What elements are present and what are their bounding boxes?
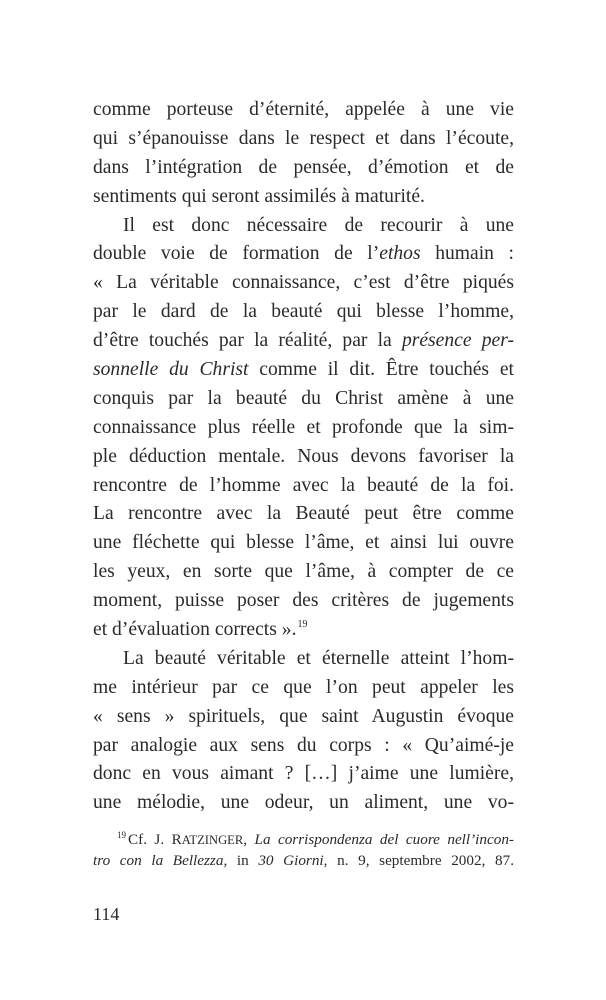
text-line: les yeux, en sorte que l’âme, à compter de ce	[93, 561, 514, 583]
text-segment: ,	[243, 831, 255, 848]
text-segment: comme il dit. Être touchés et	[248, 359, 514, 381]
text-line: moment, puisse poser des critères de jugements	[93, 590, 514, 612]
text-line: par analogie aux sens du corps : « Qu’aimé-je	[93, 734, 514, 756]
footnote-line	[93, 850, 514, 871]
text-line: une fléchette qui blesse l’âme, et ainsi lui ouvre	[93, 532, 514, 554]
text-line: donc en vous aimant ? […] j’aime une lumière,	[93, 763, 514, 785]
footnote-reference[interactable]: 19	[297, 619, 308, 631]
author-name: ATZINGER	[181, 833, 244, 847]
italic-journal: 30 Giorni	[258, 852, 324, 869]
text-line: une mélodie, une odeur, un aliment, une vo-	[93, 792, 514, 814]
text-line: ple déduction mentale. Nous devons favoriser la	[93, 445, 514, 467]
page-number: 114	[93, 904, 120, 924]
text-line	[93, 616, 514, 645]
text-line: Il est donc nécessaire de recourir à une	[123, 214, 514, 236]
text-line: sentiments qui seront assimilés à maturité.	[93, 185, 425, 207]
text-segment: humain :	[420, 243, 515, 265]
author-initial: R	[171, 831, 182, 848]
text-segment: , in	[223, 852, 259, 869]
text-line: « La véritable connaissance, c’est d’être piqués	[93, 272, 514, 294]
text-segment: Cf. J.	[128, 831, 172, 848]
text-line: La rencontre avec la Beauté peut être comme	[93, 503, 514, 525]
text-line: « sens » spirituels, que saint Augustin évoque	[93, 705, 514, 727]
text-line	[93, 240, 514, 269]
text-segment: double voie de formation de l’	[93, 243, 380, 265]
italic-title: tro con la Bellezza	[93, 852, 224, 869]
italic-term: ethos	[379, 243, 421, 265]
body-text	[93, 96, 514, 818]
footnote-number: 19	[117, 830, 126, 840]
text-line: rencontre de l’homme avec la beauté de la foi.	[93, 474, 514, 496]
text-segment: , n. 9, septembre 2002, 87.	[323, 852, 514, 869]
italic-title: La corrispondenza del cuore nell’incon-	[254, 831, 514, 848]
footnote-line	[93, 829, 514, 850]
text-line	[93, 356, 514, 385]
text-line: comme porteuse d’éternité, appelée à une vie	[93, 99, 514, 120]
text-segment: et d’évaluation corrects ».	[93, 619, 297, 641]
text-line: dans l’intégration de pensée, d’émotion et de	[93, 156, 514, 178]
text-line: La beauté véritable et éternelle atteint l’hom-	[123, 647, 514, 669]
text-segment: d’être touchés par la réalité, par la	[93, 330, 402, 352]
italic-phrase: sonnelle du Christ	[93, 359, 249, 381]
text-line: par le dard de la beauté qui blesse l’homme,	[93, 301, 514, 323]
text-line: me intérieur par ce que l’on peut appeler les	[93, 676, 514, 698]
text-line: conquis par la beauté du Christ amène à une	[93, 387, 514, 409]
text-line: connaissance plus réelle et profonde que la sim-	[93, 416, 514, 438]
text-line	[93, 327, 514, 356]
italic-phrase: présence per-	[401, 330, 514, 352]
footnote	[93, 829, 514, 871]
text-line: qui s’épanouisse dans le respect et dans l’écoute,	[93, 127, 514, 149]
